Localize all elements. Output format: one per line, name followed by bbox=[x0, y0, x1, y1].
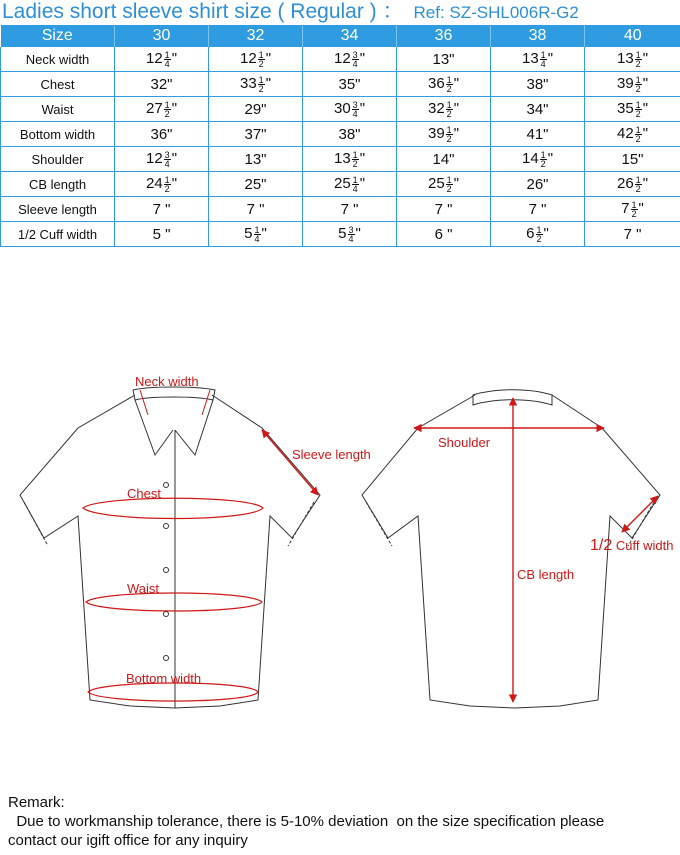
fraction-denominator: 2 bbox=[446, 133, 452, 144]
whole-number: 13 bbox=[521, 50, 539, 68]
measurement-cell bbox=[397, 172, 491, 197]
cuff-width-label bbox=[590, 537, 673, 555]
whole-number: 7 bbox=[152, 200, 161, 218]
inch-mark: " bbox=[355, 225, 361, 243]
measurement-cell bbox=[209, 72, 303, 97]
inch-mark: " bbox=[254, 200, 265, 218]
whole-number: 12 bbox=[145, 50, 163, 68]
fraction bbox=[446, 76, 453, 93]
fraction bbox=[446, 101, 453, 118]
whole-number: 39 bbox=[616, 75, 634, 93]
waist-label: Waist bbox=[127, 581, 160, 596]
whole-number: 13 bbox=[333, 150, 351, 168]
inch-mark: " bbox=[536, 200, 547, 218]
measurement-cell bbox=[397, 72, 491, 97]
fraction-numerator: 3 bbox=[164, 149, 170, 160]
whole-number: 7 bbox=[623, 225, 632, 243]
measurement-cell bbox=[303, 97, 397, 122]
measurement-cell bbox=[209, 197, 303, 222]
cb-length-label: CB length bbox=[517, 567, 575, 582]
shoulder-label: Shoulder bbox=[438, 435, 491, 450]
whole-number: 34 bbox=[526, 100, 544, 118]
whole-number: 32 bbox=[427, 100, 445, 118]
fraction-denominator: 2 bbox=[635, 108, 641, 119]
fraction-denominator: 2 bbox=[635, 58, 641, 69]
neck-width-label: Neck width bbox=[135, 374, 199, 389]
inch-mark: " bbox=[453, 75, 460, 93]
fraction bbox=[635, 76, 642, 93]
measurement-cell bbox=[303, 222, 397, 247]
measurement-cell bbox=[585, 197, 680, 222]
size-header-cell: 40 bbox=[585, 25, 680, 47]
measurement-cell bbox=[303, 197, 397, 222]
inch-mark: " bbox=[171, 50, 178, 68]
size-header-cell: 36 bbox=[397, 25, 491, 47]
inch-mark: " bbox=[261, 175, 267, 193]
measurement-cell bbox=[491, 147, 585, 172]
fraction-numerator: 3 bbox=[348, 224, 354, 235]
inch-mark: " bbox=[261, 125, 267, 143]
fraction-numerator: 1 bbox=[635, 174, 641, 185]
fraction-numerator: 1 bbox=[164, 174, 170, 185]
fraction-numerator: 1 bbox=[254, 224, 260, 235]
measurement-cell bbox=[303, 147, 397, 172]
row-label: 1/2 Cuff width bbox=[1, 222, 115, 247]
inch-mark: " bbox=[543, 100, 549, 118]
inch-mark: " bbox=[547, 150, 554, 168]
measurement-cell bbox=[303, 172, 397, 197]
fraction-numerator: 1 bbox=[164, 49, 170, 60]
whole-number: 12 bbox=[239, 50, 257, 68]
front-buttons bbox=[164, 483, 169, 661]
fraction bbox=[164, 51, 171, 68]
fraction bbox=[635, 126, 642, 143]
inch-mark: " bbox=[355, 125, 361, 143]
measurement-cell bbox=[397, 47, 491, 72]
fraction-numerator: 1 bbox=[446, 124, 452, 135]
inch-mark: " bbox=[642, 175, 649, 193]
title-text: Ladies short sleeve shirt size ( Regular ) ： bbox=[2, 0, 404, 23]
fraction-numerator: 1 bbox=[446, 174, 452, 185]
table-row bbox=[1, 97, 680, 122]
fraction-denominator: 2 bbox=[164, 183, 170, 194]
inch-mark: " bbox=[160, 200, 171, 218]
row-label: Shoulder bbox=[1, 147, 115, 172]
fraction bbox=[164, 101, 171, 118]
measurement-cell bbox=[585, 172, 680, 197]
fraction bbox=[635, 176, 642, 193]
table-row bbox=[1, 172, 680, 197]
inch-mark: " bbox=[547, 50, 554, 68]
fraction bbox=[635, 51, 642, 68]
cuff-prefix: 1/2 bbox=[590, 537, 613, 554]
whole-number: 33 bbox=[239, 75, 257, 93]
inch-mark: " bbox=[543, 225, 549, 243]
inch-mark: " bbox=[167, 125, 173, 143]
measurement-cell bbox=[585, 97, 680, 122]
whole-number: 12 bbox=[333, 50, 351, 68]
inch-mark: " bbox=[160, 225, 171, 243]
measurement-cell bbox=[115, 172, 209, 197]
whole-number: 15 bbox=[621, 150, 639, 168]
table-row bbox=[1, 72, 680, 97]
fraction-denominator: 2 bbox=[352, 158, 358, 169]
fraction bbox=[446, 126, 453, 143]
whole-number: 38 bbox=[338, 125, 356, 143]
measurement-cell bbox=[491, 222, 585, 247]
whole-number: 14 bbox=[521, 150, 539, 168]
whole-number: 13 bbox=[616, 50, 634, 68]
fraction bbox=[164, 151, 171, 168]
fraction-numerator: 1 bbox=[352, 149, 358, 160]
whole-number: 39 bbox=[427, 125, 445, 143]
fraction bbox=[635, 101, 642, 118]
inch-mark: " bbox=[265, 75, 272, 93]
size-column-header: Size bbox=[1, 25, 115, 47]
whole-number: 7 bbox=[340, 200, 349, 218]
fraction bbox=[352, 176, 359, 193]
whole-number: 6 bbox=[526, 225, 535, 243]
size-header-cell: 34 bbox=[303, 25, 397, 47]
inch-mark: " bbox=[261, 225, 267, 243]
inch-mark: " bbox=[642, 100, 649, 118]
whole-number: 42 bbox=[616, 125, 634, 143]
whole-number: 26 bbox=[616, 175, 634, 193]
inch-mark: " bbox=[171, 150, 178, 168]
measurement-cell bbox=[585, 222, 680, 247]
measurement-cell bbox=[209, 172, 303, 197]
fraction-denominator: 4 bbox=[540, 58, 546, 69]
whole-number: 5 bbox=[244, 225, 253, 243]
size-header-cell: 32 bbox=[209, 25, 303, 47]
measurement-cell bbox=[397, 197, 491, 222]
whole-number: 12 bbox=[145, 150, 163, 168]
fraction-denominator: 2 bbox=[446, 83, 452, 94]
measurement-cell bbox=[209, 122, 303, 147]
size-table bbox=[0, 25, 680, 247]
measurement-cell bbox=[585, 72, 680, 97]
inch-mark: " bbox=[642, 50, 649, 68]
fraction-numerator: 1 bbox=[446, 99, 452, 110]
fraction-denominator: 2 bbox=[258, 83, 264, 94]
whole-number: 7 bbox=[528, 200, 537, 218]
inch-mark: " bbox=[642, 75, 649, 93]
fraction bbox=[352, 101, 359, 118]
inch-mark: " bbox=[355, 75, 361, 93]
chest-label: Chest bbox=[127, 486, 161, 501]
measurement-cell bbox=[303, 122, 397, 147]
row-label: Chest bbox=[1, 72, 115, 97]
fraction-denominator: 2 bbox=[635, 83, 641, 94]
fraction bbox=[348, 226, 355, 243]
fraction-numerator: 1 bbox=[635, 124, 641, 135]
fraction bbox=[540, 51, 547, 68]
measurement-cell bbox=[397, 222, 491, 247]
row-label: Sleeve length bbox=[1, 197, 115, 222]
whole-number: 25 bbox=[333, 175, 351, 193]
inch-mark: " bbox=[171, 175, 178, 193]
fraction-denominator: 2 bbox=[540, 158, 546, 169]
measurement-cell bbox=[115, 222, 209, 247]
whole-number: 25 bbox=[427, 175, 445, 193]
measurement-cell bbox=[115, 147, 209, 172]
whole-number: 35 bbox=[616, 100, 634, 118]
inch-mark: " bbox=[543, 175, 549, 193]
row-label: Neck width bbox=[1, 47, 115, 72]
fraction-numerator: 1 bbox=[540, 49, 546, 60]
inch-mark: " bbox=[171, 100, 178, 118]
fraction-numerator: 1 bbox=[446, 74, 452, 85]
measurement-cell bbox=[397, 147, 491, 172]
whole-number: 7 bbox=[246, 200, 255, 218]
inch-mark: " bbox=[167, 75, 173, 93]
fraction bbox=[631, 201, 638, 218]
whole-number: 6 bbox=[434, 225, 443, 243]
measurement-cell bbox=[585, 47, 680, 72]
whole-number: 36 bbox=[427, 75, 445, 93]
fraction-denominator: 2 bbox=[258, 58, 264, 69]
whole-number: 5 bbox=[152, 225, 161, 243]
remark-heading: Remark: bbox=[8, 794, 65, 811]
fraction-denominator: 4 bbox=[348, 233, 354, 244]
measurement-cell bbox=[303, 47, 397, 72]
fraction-numerator: 1 bbox=[164, 99, 170, 110]
measurement-cell bbox=[303, 72, 397, 97]
inch-mark: " bbox=[442, 225, 453, 243]
measurement-cell bbox=[209, 147, 303, 172]
fraction-denominator: 4 bbox=[352, 183, 358, 194]
whole-number: 29 bbox=[244, 100, 262, 118]
whole-number: 26 bbox=[526, 175, 544, 193]
inch-mark: " bbox=[348, 200, 359, 218]
shirt-drawing bbox=[0, 290, 680, 720]
cuff-text: Cuff width bbox=[615, 538, 674, 553]
fraction-numerator: 1 bbox=[631, 199, 637, 210]
sleeve-length-label: Sleeve length bbox=[292, 447, 371, 462]
inch-mark: " bbox=[543, 125, 549, 143]
fraction bbox=[258, 76, 265, 93]
measurement-cell bbox=[115, 47, 209, 72]
whole-number: 7 bbox=[434, 200, 443, 218]
measurement-cell bbox=[209, 222, 303, 247]
inch-mark: " bbox=[453, 125, 460, 143]
table-row bbox=[1, 122, 680, 147]
fraction-denominator: 4 bbox=[164, 158, 170, 169]
row-label: Waist bbox=[1, 97, 115, 122]
fraction-numerator: 1 bbox=[635, 74, 641, 85]
fraction bbox=[164, 176, 171, 193]
measurement-cell bbox=[491, 47, 585, 72]
measurement-cell bbox=[397, 122, 491, 147]
fraction bbox=[258, 51, 265, 68]
measurement-cell bbox=[397, 97, 491, 122]
whole-number: 14 bbox=[432, 150, 450, 168]
inch-mark: " bbox=[359, 100, 366, 118]
whole-number: 32 bbox=[150, 75, 168, 93]
table-row bbox=[1, 222, 680, 247]
row-label: CB length bbox=[1, 172, 115, 197]
whole-number: 25 bbox=[244, 175, 262, 193]
shirt-diagram bbox=[0, 290, 680, 725]
size-header-row bbox=[1, 25, 680, 47]
whole-number: 35 bbox=[338, 75, 356, 93]
fraction-numerator: 1 bbox=[258, 49, 264, 60]
table-row bbox=[1, 197, 680, 222]
measurement-cell bbox=[115, 122, 209, 147]
fraction-numerator: 3 bbox=[352, 99, 358, 110]
reference-code: Ref: SZ-SHL006R-G2 bbox=[413, 3, 579, 22]
inch-mark: " bbox=[449, 150, 455, 168]
remark-section bbox=[8, 793, 676, 850]
remark-line-1: Due to workmanship tolerance, there is 5-10% deviation on the size specification please bbox=[8, 813, 605, 830]
fraction bbox=[446, 176, 453, 193]
inch-mark: " bbox=[442, 200, 453, 218]
front-shirt-outline bbox=[20, 387, 320, 708]
measurement-cell bbox=[491, 97, 585, 122]
measurement-cell bbox=[491, 172, 585, 197]
inch-mark: " bbox=[265, 50, 272, 68]
fraction-denominator: 2 bbox=[635, 133, 641, 144]
measurement-cell bbox=[491, 197, 585, 222]
fraction-denominator: 4 bbox=[254, 233, 260, 244]
whole-number: 30 bbox=[333, 100, 351, 118]
whole-number: 24 bbox=[145, 175, 163, 193]
table-row bbox=[1, 147, 680, 172]
whole-number: 37 bbox=[244, 125, 262, 143]
measurement-cell bbox=[209, 97, 303, 122]
fraction-numerator: 1 bbox=[635, 49, 641, 60]
fraction-denominator: 2 bbox=[536, 233, 542, 244]
inch-mark: " bbox=[543, 75, 549, 93]
whole-number: 41 bbox=[526, 125, 544, 143]
whole-number: 7 bbox=[621, 200, 630, 218]
inch-mark: " bbox=[261, 100, 267, 118]
whole-number: 27 bbox=[145, 100, 163, 118]
row-label: Bottom width bbox=[1, 122, 115, 147]
fraction-denominator: 2 bbox=[164, 108, 170, 119]
size-header-cell: 30 bbox=[115, 25, 209, 47]
inch-mark: " bbox=[638, 200, 644, 218]
fraction-denominator: 4 bbox=[352, 108, 358, 119]
fraction bbox=[352, 151, 359, 168]
fraction bbox=[536, 226, 543, 243]
fraction-numerator: 1 bbox=[352, 174, 358, 185]
measurement-cell bbox=[115, 97, 209, 122]
fraction-numerator: 1 bbox=[540, 149, 546, 160]
inch-mark: " bbox=[359, 50, 366, 68]
fraction bbox=[352, 51, 359, 68]
measurement-cell bbox=[209, 47, 303, 72]
whole-number: 13 bbox=[432, 50, 450, 68]
fraction-denominator: 4 bbox=[164, 58, 170, 69]
size-header-cell: 38 bbox=[491, 25, 585, 47]
measurement-cell bbox=[585, 147, 680, 172]
fraction-denominator: 2 bbox=[631, 208, 637, 219]
fraction bbox=[254, 226, 261, 243]
table-row bbox=[1, 47, 680, 72]
page-title bbox=[2, 0, 678, 24]
measurement-cell bbox=[115, 72, 209, 97]
whole-number: 36 bbox=[150, 125, 168, 143]
fraction-numerator: 3 bbox=[352, 49, 358, 60]
whole-number: 13 bbox=[244, 150, 262, 168]
inch-mark: " bbox=[453, 100, 460, 118]
fraction-denominator: 2 bbox=[446, 108, 452, 119]
whole-number: 38 bbox=[526, 75, 544, 93]
fraction-numerator: 1 bbox=[258, 74, 264, 85]
inch-mark: " bbox=[638, 150, 644, 168]
inch-mark: " bbox=[449, 50, 455, 68]
bottom-width-label: Bottom width bbox=[126, 671, 202, 686]
inch-mark: " bbox=[642, 125, 649, 143]
measurement-cell bbox=[491, 72, 585, 97]
inch-mark: " bbox=[359, 150, 366, 168]
inch-mark: " bbox=[453, 175, 460, 193]
measurement-cell bbox=[585, 122, 680, 147]
fraction-denominator: 2 bbox=[446, 183, 452, 194]
fraction-numerator: 1 bbox=[635, 99, 641, 110]
measurement-cell bbox=[491, 122, 585, 147]
fraction-denominator: 4 bbox=[352, 58, 358, 69]
remark-line-2: contact our igift office for any inquiry bbox=[8, 832, 248, 849]
inch-mark: " bbox=[631, 225, 642, 243]
fraction-denominator: 2 bbox=[635, 183, 641, 194]
inch-mark: " bbox=[359, 175, 366, 193]
inch-mark: " bbox=[261, 150, 267, 168]
whole-number: 5 bbox=[338, 225, 347, 243]
measurement-cell bbox=[115, 197, 209, 222]
fraction bbox=[540, 151, 547, 168]
fraction-numerator: 1 bbox=[536, 224, 542, 235]
